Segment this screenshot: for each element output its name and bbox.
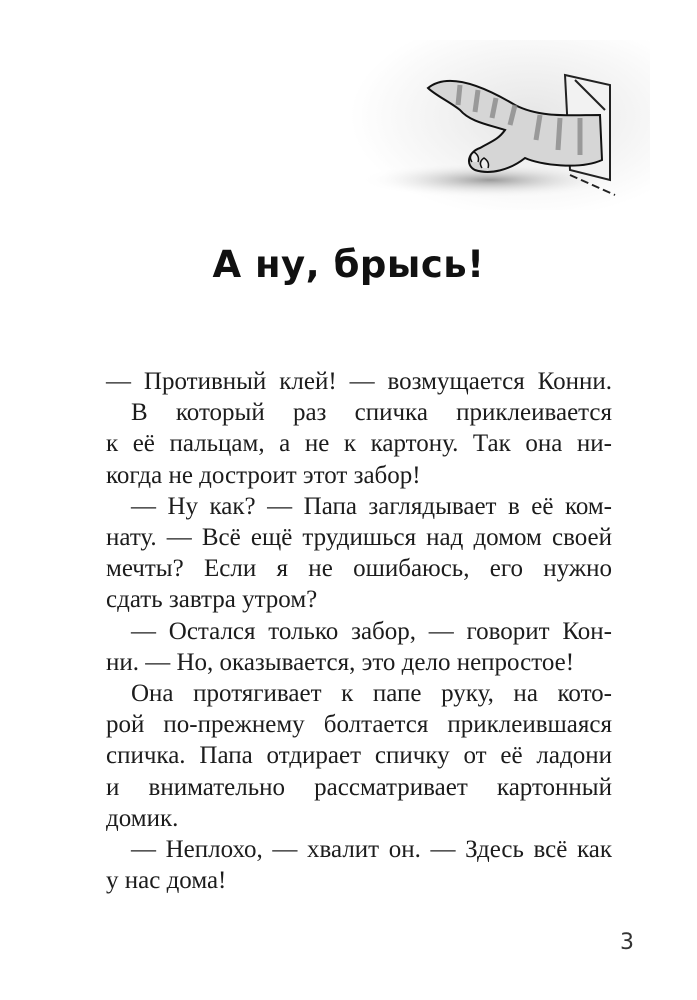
text-line: — Неплохо, — хвалит он. — Здесь всё как (131, 836, 612, 864)
cat-flap-illustration (340, 30, 660, 220)
text-line: сдать завтра утром? (106, 586, 318, 614)
text-line: к её пальцам, а не к картону. Так она ни- (106, 430, 612, 458)
text-line: — Остался только забор, — говорит Кон- (131, 617, 612, 645)
text-line: у нас дома! (106, 867, 227, 895)
text-line: и внимательно рассматривает картонный (106, 773, 612, 801)
text-line: спичка. Папа отдирает спичку от её ладони (106, 742, 612, 770)
page-number: 3 (620, 930, 634, 955)
text-line: — Противный клей! — возмущается Конни. (106, 368, 612, 395)
text-line: — Ну как? — Папа заглядывает в её ком- (131, 492, 612, 520)
cat-illustration-icon (340, 30, 660, 220)
text-line: домик. (106, 804, 179, 832)
text-line: Она протягивает к папе руку, на кото- (131, 680, 612, 708)
text-line: В который раз спичка приклеивается (131, 399, 612, 427)
text-line: рой по-прежнему болтается приклеившаяся (106, 711, 612, 739)
text-line: когда не достроит этот забор! (106, 461, 421, 489)
chapter-title: А ну, брысь! (212, 243, 485, 286)
text-line: мечты? Если я не ошибаюсь, его нужно (106, 555, 612, 583)
text-line: нату. — Всё ещё трудишься над домом своей (106, 524, 612, 552)
body-text (106, 366, 612, 896)
text-line: ни. — Но, оказывается, это дело непростое! (106, 648, 575, 676)
